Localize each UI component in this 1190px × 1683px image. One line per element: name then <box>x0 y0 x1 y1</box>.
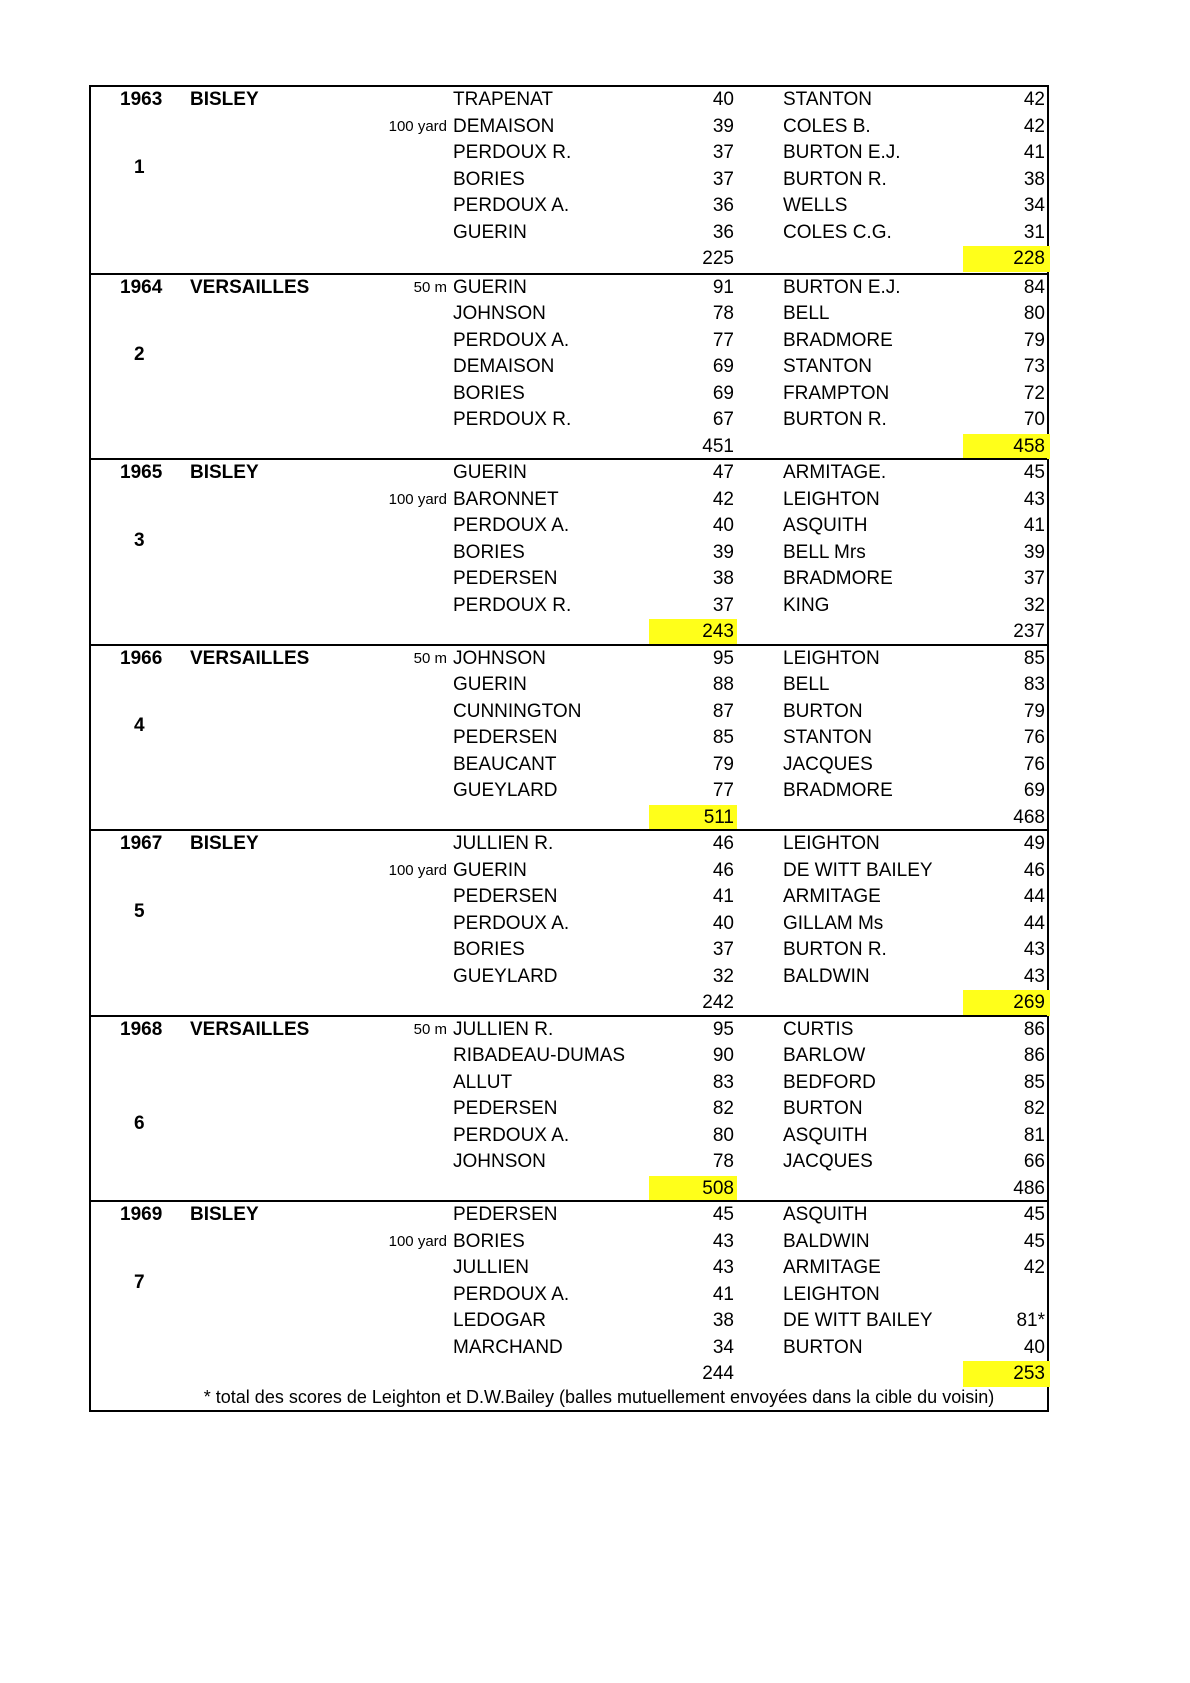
score-row <box>91 1308 1047 1335</box>
france-shooter-score: 78 <box>712 1151 734 1172</box>
france-shooter-name: DEMAISON <box>453 115 555 137</box>
gb-shooter-name: LEIGHTON <box>783 647 880 669</box>
score-row <box>91 328 1047 355</box>
totals-row <box>91 990 1047 1017</box>
france-shooter-name: MARCHAND <box>453 1336 563 1358</box>
score-row <box>91 487 1047 514</box>
gb-shooter-name: COLES C.G. <box>783 221 892 243</box>
france-shooter-name: GUERIN <box>453 276 527 298</box>
gb-shooter-name: LEIGHTON <box>783 1283 880 1305</box>
france-shooter-score: 95 <box>712 1018 734 1040</box>
gb-shooter-score: 38 <box>1023 168 1045 190</box>
score-row <box>91 114 1047 141</box>
match-year: 1966 <box>120 647 163 669</box>
france-shooter-name: PEDERSEN <box>453 727 558 748</box>
score-row <box>91 858 1047 885</box>
france-shooter-score: 34 <box>712 1336 734 1358</box>
france-shooter-score: 45 <box>712 1204 734 1225</box>
gb-shooter-name: CURTIS <box>783 1018 854 1040</box>
gb-shooter-score: 85 <box>1023 1071 1045 1093</box>
match-year: 1963 <box>120 89 163 110</box>
gb-shooter-name: BURTON <box>783 700 863 722</box>
score-row <box>91 87 1047 114</box>
gb-shooter-score: 83 <box>1023 674 1045 695</box>
gb-shooter-name: BURTON E.J. <box>783 142 901 163</box>
gb-shooter-score: 81* <box>1016 1310 1045 1331</box>
score-row <box>91 937 1047 964</box>
match-year: 1964 <box>120 276 163 298</box>
france-shooter-score: 91 <box>712 276 734 298</box>
gb-shooter-name: FRAMPTON <box>783 382 890 404</box>
score-row <box>91 1229 1047 1256</box>
gb-shooter-score: 43 <box>1023 488 1045 510</box>
score-row <box>91 540 1047 567</box>
france-shooter-score: 47 <box>712 462 734 483</box>
gb-shooter-name: BELL Mrs <box>783 541 866 563</box>
france-shooter-score: 36 <box>712 221 734 243</box>
match-venue: VERSAILLES <box>190 276 310 298</box>
gb-shooter-score: 43 <box>1023 965 1045 987</box>
france-shooter-name: PEDERSEN <box>453 886 558 907</box>
gb-shooter-name: GILLAM Ms <box>783 912 884 934</box>
gb-shooter-score: 72 <box>1023 382 1045 404</box>
gb-shooter-name: BRADMORE <box>783 780 893 801</box>
gb-shooter-score: 49 <box>1023 833 1045 854</box>
gb-shooter-name: ARMITAGE. <box>783 462 887 483</box>
gb-shooter-name: STANTON <box>783 727 873 748</box>
france-shooter-score: 38 <box>712 1310 734 1331</box>
score-row <box>91 1255 1047 1282</box>
france-shooter-name: CUNNINGTON <box>453 700 582 722</box>
match-block <box>91 1015 1047 1203</box>
gb-shooter-name: BARLOW <box>783 1045 866 1066</box>
match-year: 1967 <box>120 833 163 854</box>
france-shooter-name: JULLIEN R. <box>453 1018 554 1040</box>
france-shooter-name: RIBADEAU-DUMAS <box>453 1045 626 1066</box>
totals-row <box>91 246 1047 273</box>
score-row <box>91 566 1047 593</box>
france-shooter-name: GUERIN <box>453 221 527 243</box>
match-block <box>91 644 1047 832</box>
france-shooter-name: JOHNSON <box>453 647 546 669</box>
score-row <box>91 1282 1047 1309</box>
gb-shooter-score: 85 <box>1023 647 1045 669</box>
france-shooter-name: GUERIN <box>453 462 527 483</box>
score-row <box>91 167 1047 194</box>
gb-shooter-name: BURTON <box>783 1336 863 1358</box>
france-shooter-score: 95 <box>712 647 734 669</box>
france-shooter-name: BORIES <box>453 1230 525 1252</box>
gb-shooter-score: 69 <box>1023 780 1045 801</box>
match-number: 6 <box>134 1112 145 1134</box>
gb-shooter-score: 45 <box>1023 1204 1045 1225</box>
score-row <box>91 646 1047 673</box>
france-shooter-name: PERDOUX A. <box>453 515 570 536</box>
match-number: 5 <box>134 900 145 922</box>
gb-shooter-score: 31 <box>1023 221 1045 243</box>
gb-shooter-name: WELLS <box>783 195 848 216</box>
gb-shooter-score: 73 <box>1023 356 1045 377</box>
totals-row <box>91 619 1047 646</box>
gb-shooter-score: 41 <box>1023 515 1045 536</box>
gb-shooter-score: 46 <box>1023 859 1045 881</box>
gb-shooter-name: LEIGHTON <box>783 488 880 510</box>
france-shooter-score: 38 <box>712 568 734 589</box>
gb-shooter-score: 42 <box>1023 1257 1045 1278</box>
france-total: 451 <box>702 435 734 457</box>
gb-shooter-score: 76 <box>1023 753 1045 775</box>
france-shooter-score: 79 <box>712 753 734 775</box>
france-shooter-score: 43 <box>712 1230 734 1252</box>
match-distance: 100 yard <box>388 490 447 508</box>
score-row <box>91 1017 1047 1044</box>
score-row <box>91 778 1047 805</box>
score-row <box>91 1149 1047 1176</box>
gb-shooter-name: STANTON <box>783 356 873 377</box>
france-shooter-score: 69 <box>712 382 734 404</box>
gb-total: 269 <box>1013 992 1045 1013</box>
france-total: 242 <box>702 992 734 1013</box>
france-shooter-score: 37 <box>712 939 734 960</box>
score-row <box>91 354 1047 381</box>
match-block <box>91 1200 1047 1388</box>
gb-shooter-name: ARMITAGE <box>783 1257 881 1278</box>
gb-shooter-name: BELL <box>783 303 830 324</box>
france-shooter-score: 87 <box>712 700 734 722</box>
france-shooter-name: ALLUT <box>453 1071 513 1093</box>
gb-shooter-name: JACQUES <box>783 1151 873 1172</box>
gb-shooter-score: 82 <box>1023 1098 1045 1119</box>
gb-shooter-score: 39 <box>1023 541 1045 563</box>
score-row <box>91 831 1047 858</box>
gb-shooter-score: 84 <box>1023 276 1045 298</box>
gb-shooter-score: 42 <box>1023 89 1045 110</box>
france-shooter-name: JULLIEN R. <box>453 833 554 854</box>
gb-shooter-name: BALDWIN <box>783 1230 870 1252</box>
match-number: 3 <box>134 529 145 551</box>
gb-shooter-score: 80 <box>1023 303 1045 324</box>
france-shooter-name: JOHNSON <box>453 303 546 324</box>
france-shooter-score: 77 <box>712 329 734 351</box>
france-shooter-score: 37 <box>712 594 734 616</box>
france-shooter-name: PERDOUX A. <box>453 195 570 216</box>
france-shooter-name: LEDOGAR <box>453 1310 546 1331</box>
france-shooter-score: 39 <box>712 115 734 137</box>
gb-shooter-name: ASQUITH <box>783 1204 868 1225</box>
results-table <box>89 85 1049 1412</box>
france-total: 243 <box>702 621 734 642</box>
match-venue: BISLEY <box>190 89 259 110</box>
france-shooter-score: 40 <box>712 89 734 110</box>
gb-shooter-name: BURTON R. <box>783 168 887 190</box>
gb-shooter-score: 41 <box>1023 142 1045 163</box>
gb-shooter-name: BALDWIN <box>783 965 870 987</box>
france-total: 225 <box>702 248 734 269</box>
score-row <box>91 593 1047 620</box>
france-shooter-score: 40 <box>712 515 734 536</box>
france-shooter-name: BEAUCANT <box>453 753 557 775</box>
france-shooter-score: 82 <box>712 1098 734 1119</box>
footnote: * total des scores de Leighton et D.W.Bailey (balles mutuellement envoyées dans la cible du voisin) <box>203 1387 995 1407</box>
france-shooter-score: 37 <box>712 142 734 163</box>
gb-shooter-score: 76 <box>1023 727 1045 748</box>
match-block <box>91 273 1047 461</box>
france-shooter-score: 46 <box>712 859 734 881</box>
france-shooter-name: PEDERSEN <box>453 568 558 589</box>
gb-shooter-score: 70 <box>1023 409 1045 430</box>
gb-shooter-score: 43 <box>1023 939 1045 960</box>
match-distance: 50 m <box>413 278 447 296</box>
gb-total: 237 <box>1013 621 1045 642</box>
france-shooter-score: 78 <box>712 303 734 324</box>
france-shooter-score: 42 <box>712 488 734 510</box>
gb-shooter-name: BURTON R. <box>783 939 887 960</box>
france-shooter-score: 41 <box>712 886 734 907</box>
gb-shooter-name: KING <box>783 594 830 616</box>
score-row <box>91 725 1047 752</box>
totals-row <box>91 805 1047 832</box>
gb-shooter-score: 79 <box>1023 329 1045 351</box>
score-row <box>91 275 1047 302</box>
score-row <box>91 1202 1047 1229</box>
score-row <box>91 193 1047 220</box>
match-venue: VERSAILLES <box>190 1018 310 1040</box>
france-shooter-name: PERDOUX R. <box>453 142 572 163</box>
gb-shooter-name: COLES B. <box>783 115 871 137</box>
france-shooter-score: 37 <box>712 168 734 190</box>
france-shooter-name: PEDERSEN <box>453 1098 558 1119</box>
france-shooter-name: JULLIEN <box>453 1257 530 1278</box>
gb-shooter-score: 37 <box>1023 568 1045 589</box>
gb-shooter-score: 40 <box>1023 1336 1045 1358</box>
france-shooter-score: 32 <box>712 965 734 987</box>
match-distance: 50 m <box>413 649 447 667</box>
score-row <box>91 1335 1047 1362</box>
france-shooter-score: 85 <box>712 727 734 748</box>
gb-shooter-name: BURTON <box>783 1098 863 1119</box>
france-shooter-score: 41 <box>712 1283 734 1305</box>
score-row <box>91 407 1047 434</box>
score-row <box>91 513 1047 540</box>
score-row <box>91 699 1047 726</box>
gb-shooter-name: BURTON E.J. <box>783 276 901 298</box>
gb-shooter-name: DE WITT BAILEY <box>783 859 933 881</box>
gb-shooter-name: BEDFORD <box>783 1071 876 1093</box>
france-shooter-score: 88 <box>712 674 734 695</box>
score-row <box>91 1043 1047 1070</box>
match-distance: 100 yard <box>388 1232 447 1250</box>
gb-shooter-score: 79 <box>1023 700 1045 722</box>
gb-shooter-score: 66 <box>1023 1151 1045 1172</box>
gb-shooter-name: BRADMORE <box>783 329 893 351</box>
score-row <box>91 1096 1047 1123</box>
france-shooter-score: 39 <box>712 541 734 563</box>
france-shooter-name: JOHNSON <box>453 1151 546 1172</box>
france-shooter-name: BORIES <box>453 168 525 190</box>
france-shooter-name: BORIES <box>453 382 525 404</box>
score-row <box>91 964 1047 991</box>
match-block <box>91 829 1047 1017</box>
gb-shooter-score: 32 <box>1023 594 1045 616</box>
gb-shooter-name: DE WITT BAILEY <box>783 1310 933 1331</box>
gb-shooter-name: BURTON R. <box>783 409 887 430</box>
match-year: 1965 <box>120 462 163 483</box>
france-shooter-name: DEMAISON <box>453 356 555 377</box>
gb-total: 228 <box>1013 248 1045 269</box>
france-shooter-score: 83 <box>712 1071 734 1093</box>
match-number: 1 <box>134 156 145 178</box>
gb-shooter-name: STANTON <box>783 89 873 110</box>
gb-shooter-score: 45 <box>1023 462 1045 483</box>
gb-shooter-name: ARMITAGE <box>783 886 881 907</box>
france-shooter-score: 43 <box>712 1257 734 1278</box>
score-row <box>91 140 1047 167</box>
score-row <box>91 1070 1047 1097</box>
gb-shooter-score: 45 <box>1023 1230 1045 1252</box>
france-shooter-name: PERDOUX R. <box>453 594 572 616</box>
france-shooter-score: 67 <box>712 409 734 430</box>
match-venue: BISLEY <box>190 1204 259 1225</box>
gb-total: 253 <box>1013 1363 1045 1384</box>
france-shooter-score: 80 <box>712 1124 734 1146</box>
match-number: 4 <box>134 715 145 736</box>
match-distance: 50 m <box>413 1020 447 1038</box>
gb-shooter-name: LEIGHTON <box>783 833 880 854</box>
france-shooter-name: PEDERSEN <box>453 1204 558 1225</box>
score-row <box>91 752 1047 779</box>
totals-row <box>91 434 1047 461</box>
match-number: 7 <box>134 1271 145 1293</box>
france-shooter-name: PERDOUX A. <box>453 329 570 351</box>
score-row <box>91 220 1047 247</box>
score-row <box>91 460 1047 487</box>
france-shooter-name: TRAPENAT <box>453 89 553 110</box>
match-distance: 100 yard <box>388 861 447 879</box>
match-year: 1968 <box>120 1018 163 1040</box>
france-shooter-name: GUEYLARD <box>453 965 558 987</box>
gb-shooter-score: 34 <box>1023 195 1045 216</box>
match-distance: 100 yard <box>388 117 447 135</box>
gb-shooter-score: 44 <box>1023 912 1045 934</box>
score-row <box>91 911 1047 938</box>
match-venue: VERSAILLES <box>190 647 310 669</box>
score-row <box>91 301 1047 328</box>
gb-total: 458 <box>1013 435 1045 457</box>
gb-shooter-score: 42 <box>1023 115 1045 137</box>
gb-shooter-score: 81 <box>1023 1124 1045 1146</box>
match-venue: BISLEY <box>190 462 259 483</box>
gb-shooter-score: 86 <box>1023 1018 1045 1040</box>
france-shooter-name: PERDOUX R. <box>453 409 572 430</box>
gb-shooter-name: BRADMORE <box>783 568 893 589</box>
france-total: 508 <box>702 1177 734 1199</box>
france-shooter-score: 46 <box>712 833 734 854</box>
france-shooter-name: PERDOUX A. <box>453 912 570 934</box>
france-total: 511 <box>703 806 734 828</box>
france-shooter-score: 40 <box>712 912 734 934</box>
france-shooter-name: BARONNET <box>453 488 559 510</box>
score-row <box>91 672 1047 699</box>
score-row <box>91 1123 1047 1150</box>
gb-shooter-name: BELL <box>783 674 830 695</box>
match-venue: BISLEY <box>190 833 259 854</box>
match-year: 1969 <box>120 1204 163 1225</box>
gb-shooter-name: ASQUITH <box>783 1124 868 1146</box>
france-shooter-name: PERDOUX A. <box>453 1124 570 1146</box>
france-shooter-name: BORIES <box>453 939 525 960</box>
france-shooter-name: GUERIN <box>453 859 527 881</box>
france-shooter-name: PERDOUX A. <box>453 1283 570 1305</box>
france-shooter-name: BORIES <box>453 541 525 563</box>
france-total: 244 <box>702 1363 734 1384</box>
france-shooter-name: GUEYLARD <box>453 780 558 801</box>
france-shooter-score: 69 <box>712 356 734 377</box>
gb-shooter-name: ASQUITH <box>783 515 868 536</box>
gb-total: 486 <box>1013 1177 1045 1199</box>
france-shooter-score: 90 <box>712 1045 734 1066</box>
france-shooter-score: 36 <box>712 195 734 216</box>
score-row <box>91 381 1047 408</box>
match-number: 2 <box>134 344 145 365</box>
france-shooter-score: 77 <box>712 780 734 801</box>
gb-shooter-name: JACQUES <box>783 753 873 775</box>
gb-shooter-score: 86 <box>1023 1045 1045 1066</box>
gb-shooter-score: 44 <box>1023 886 1045 907</box>
totals-row <box>91 1176 1047 1203</box>
gb-total: 468 <box>1013 806 1045 828</box>
match-block <box>91 458 1047 646</box>
score-row <box>91 884 1047 911</box>
france-shooter-name: GUERIN <box>453 674 527 695</box>
match-block <box>91 87 1047 273</box>
